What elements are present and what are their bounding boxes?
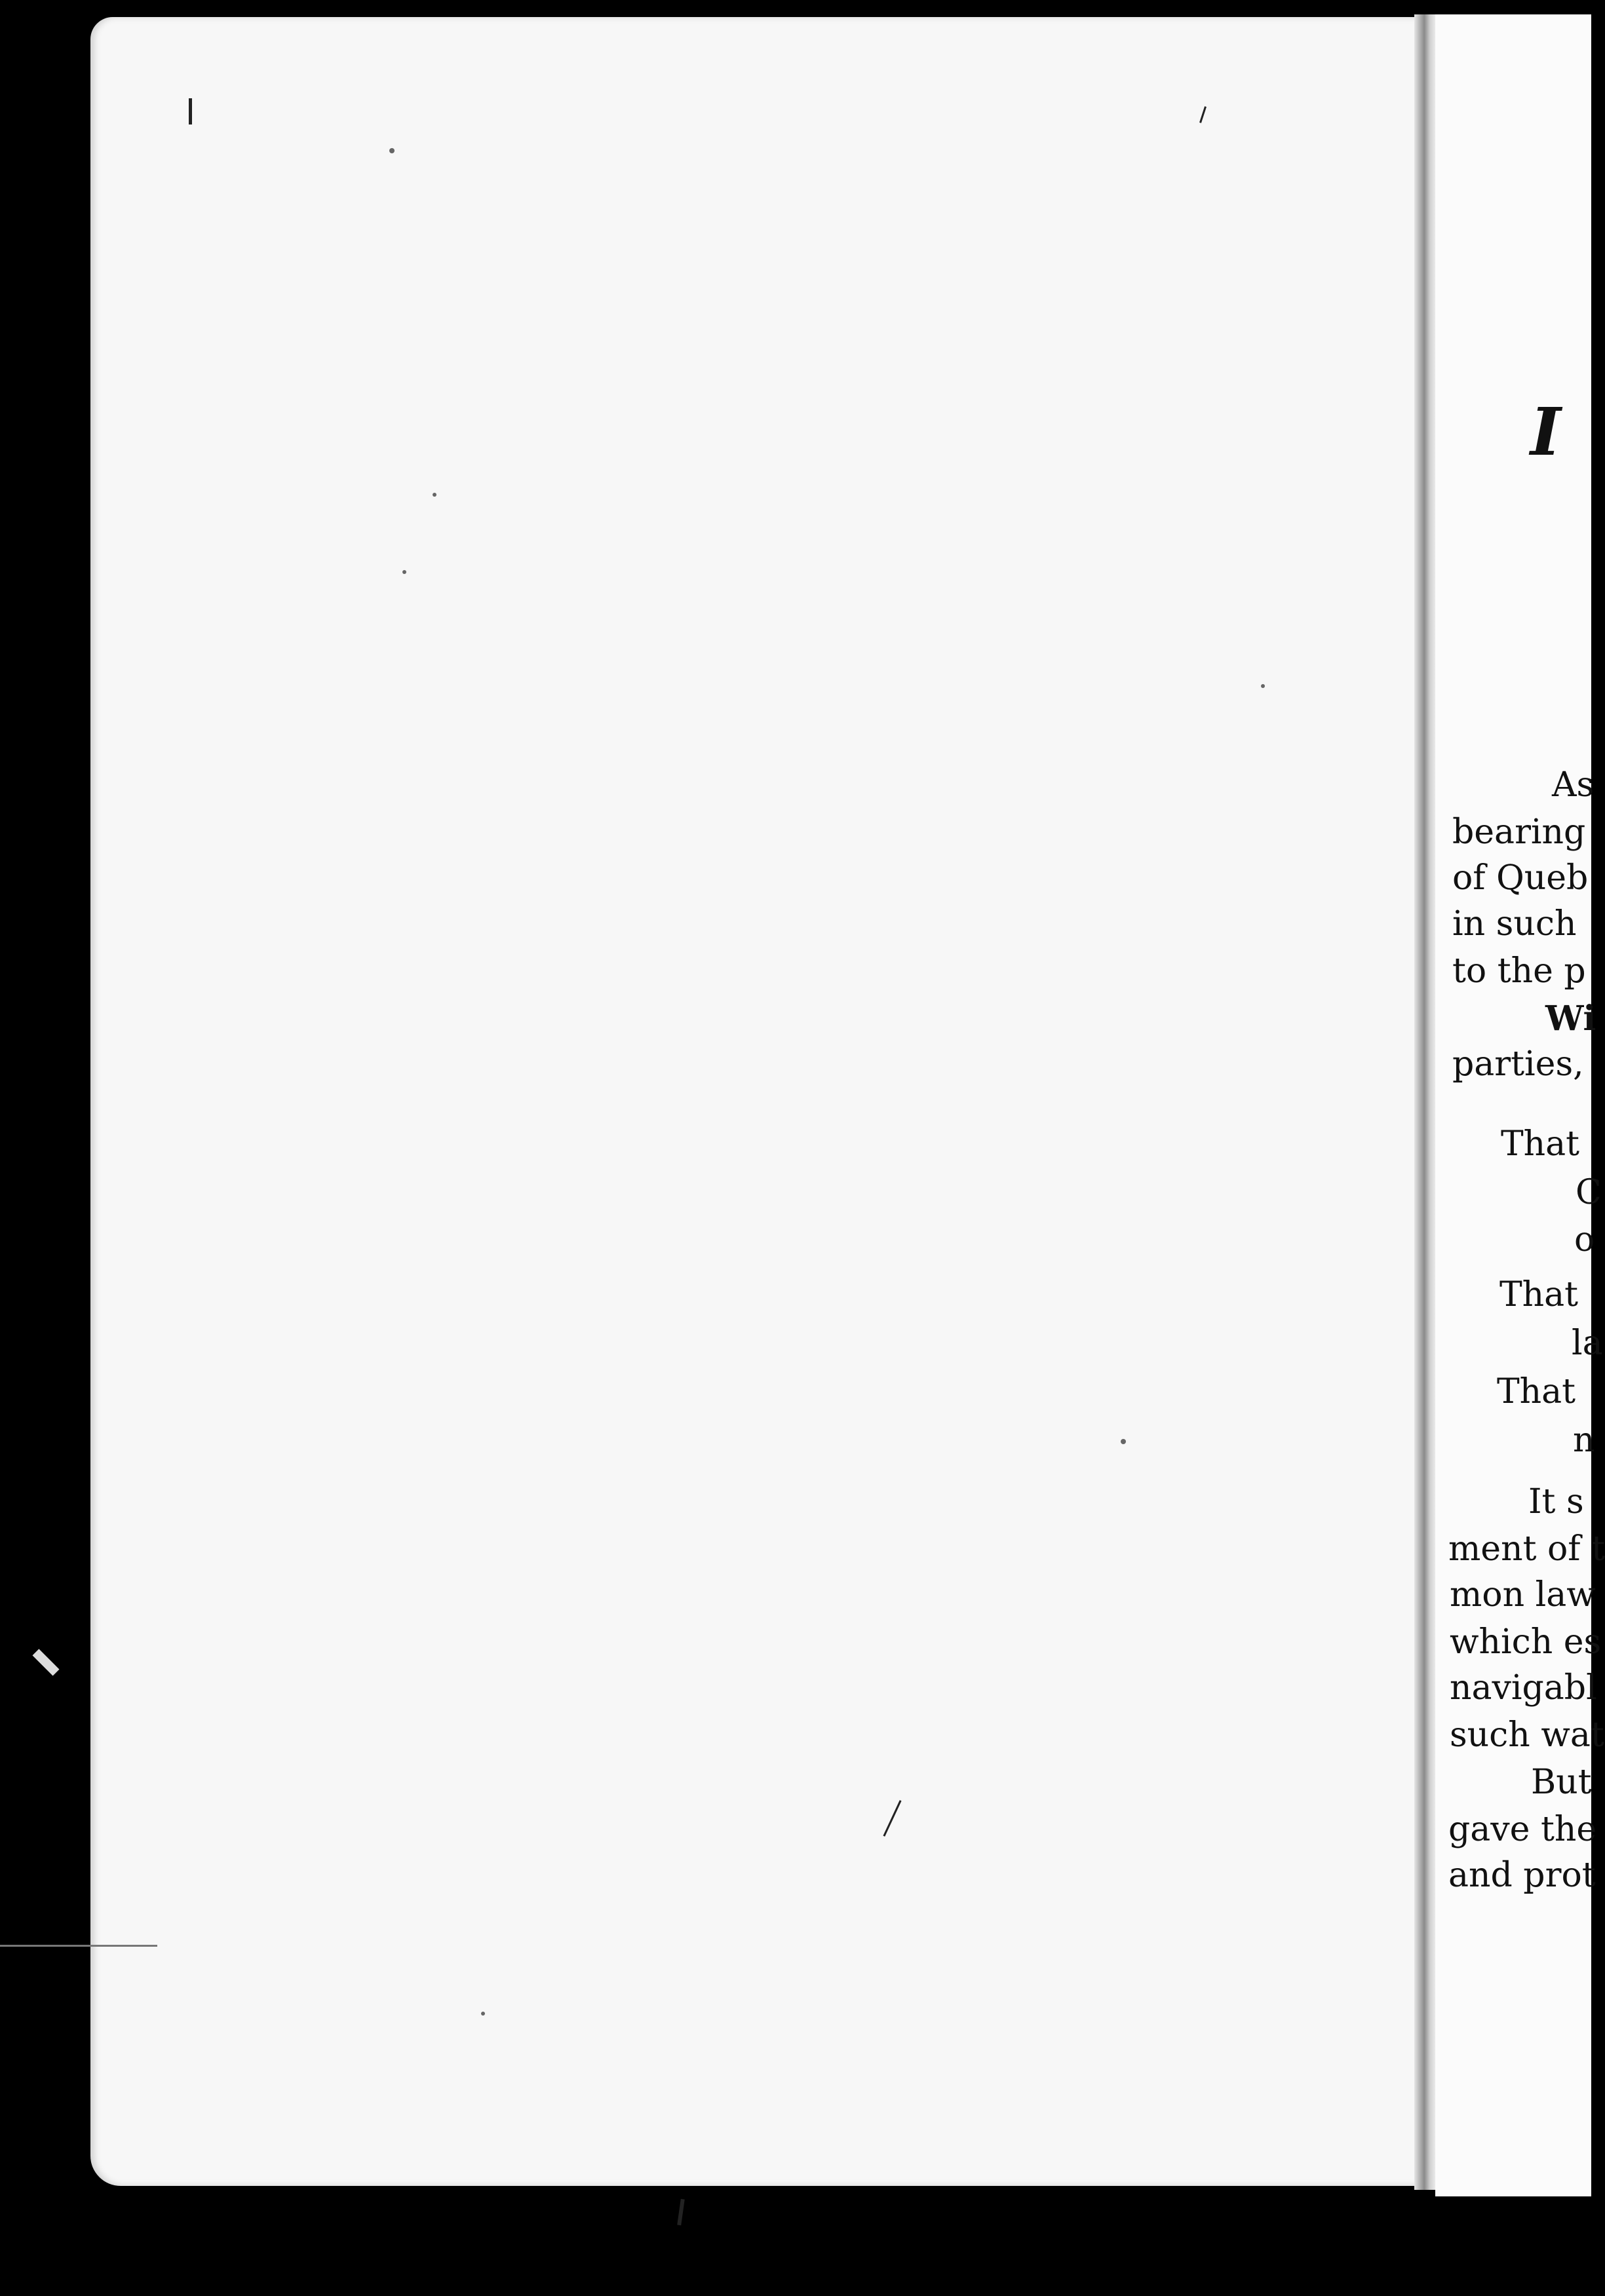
text-line: parties,: [1452, 1044, 1584, 1084]
text-line: gave the: [1448, 1810, 1597, 1849]
text-line: to the p: [1452, 951, 1586, 991]
text-line: It s: [1528, 1482, 1584, 1521]
text-line: in such: [1452, 904, 1577, 944]
text-line: and prot: [1448, 1856, 1596, 1895]
text-line: ment of t: [1448, 1529, 1605, 1569]
pencil-mark: [189, 98, 192, 124]
text-line: mon law: [1450, 1575, 1596, 1615]
text-line: of Queb: [1452, 858, 1589, 898]
speck: [389, 148, 395, 153]
text-line: Wi: [1545, 999, 1596, 1039]
speck: [1261, 684, 1265, 688]
text-line: navigabl: [1450, 1668, 1597, 1708]
page-gutter: [1414, 14, 1437, 2190]
text-line: C: [1576, 1173, 1602, 1212]
speck: [1121, 1439, 1126, 1444]
text-line: As: [1552, 765, 1595, 805]
scan-line: [0, 1945, 157, 1947]
speck: [402, 570, 406, 574]
text-line: That: [1499, 1275, 1579, 1314]
speck: [481, 2012, 485, 2016]
text-line: That: [1497, 1372, 1576, 1411]
text-line: n: [1573, 1421, 1595, 1460]
text-line: bearing: [1452, 813, 1586, 852]
blank-left-page: [90, 17, 1427, 2186]
text-line: such wat: [1450, 1715, 1604, 1755]
text-line: o: [1574, 1220, 1595, 1259]
speck: [433, 493, 436, 497]
text-line: But: [1531, 1763, 1592, 1802]
text-line: That: [1501, 1124, 1580, 1164]
text-line: which es: [1450, 1622, 1602, 1662]
chapter-heading: I: [1530, 393, 1564, 470]
text-line: la: [1572, 1324, 1603, 1363]
